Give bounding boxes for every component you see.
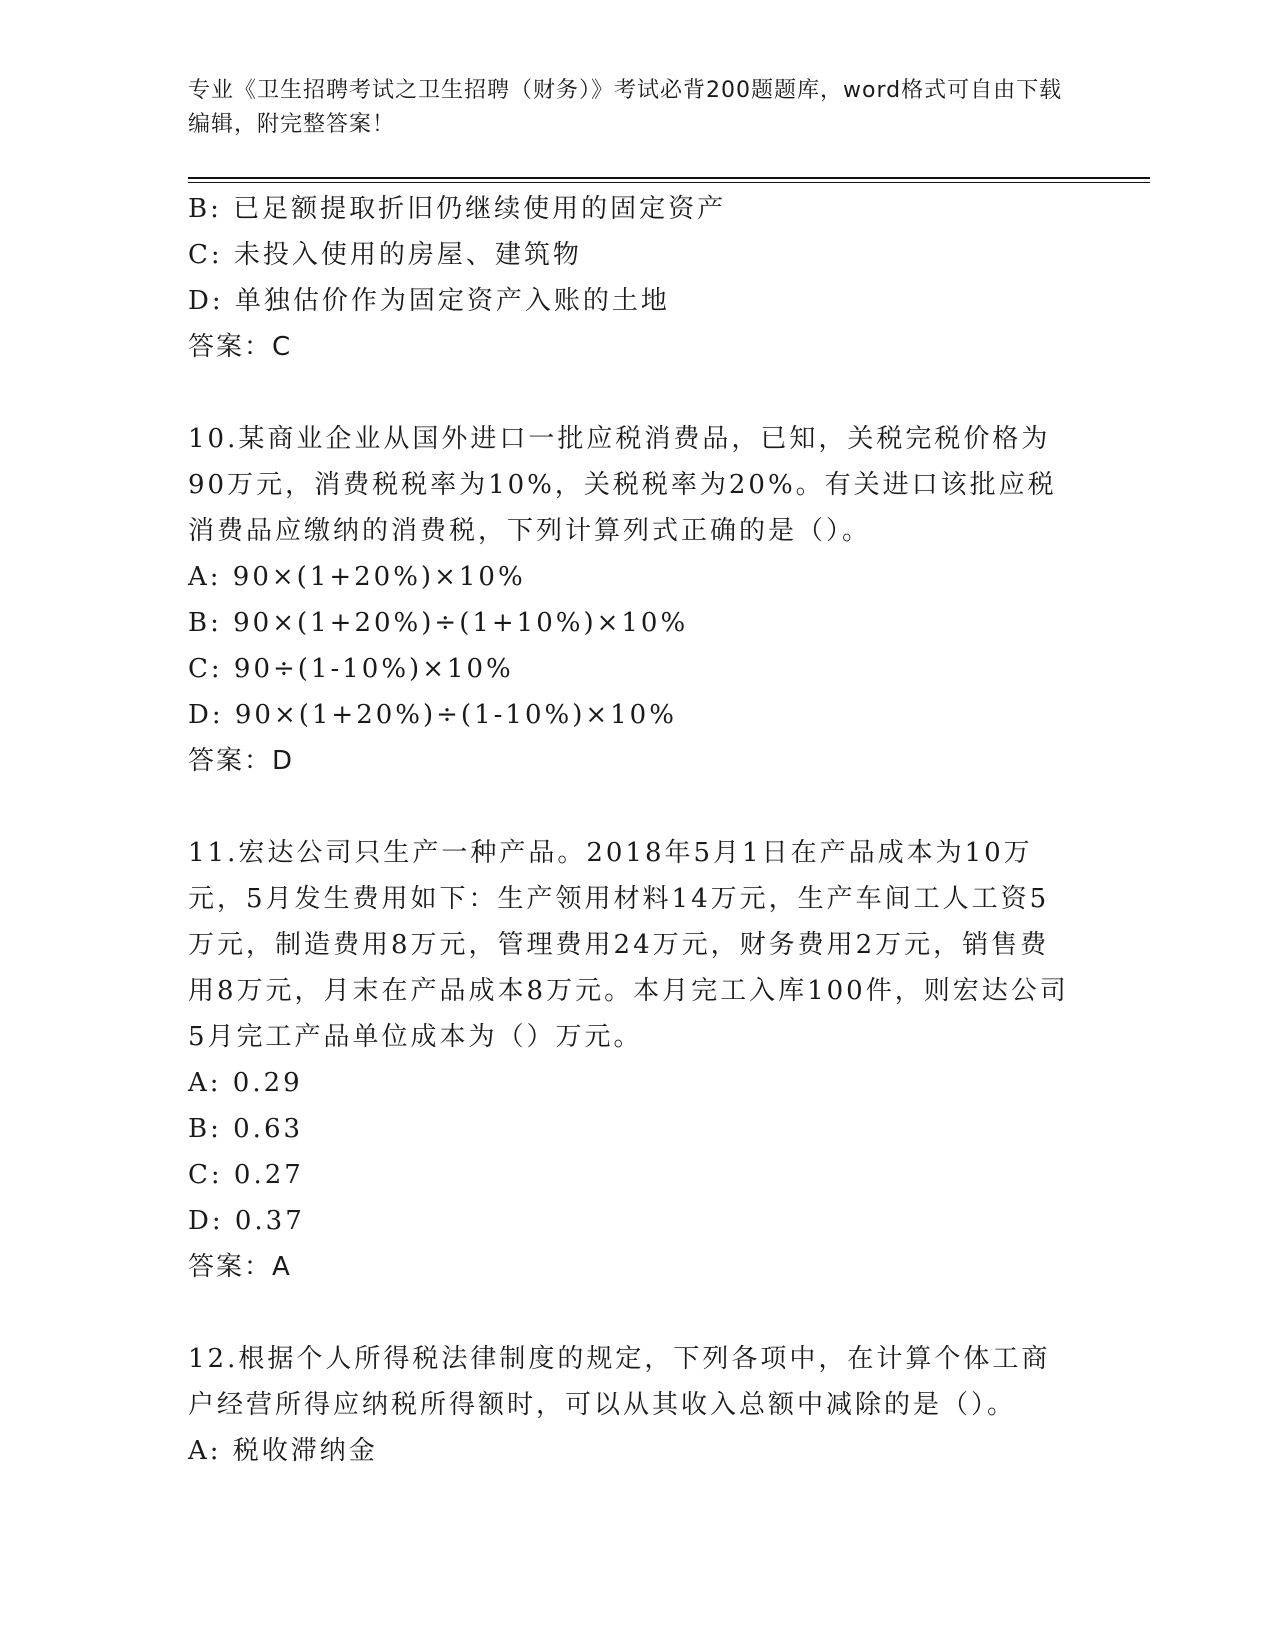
answer-line: 答案：D <box>188 746 295 776</box>
option-d: D: 90×(1+20%)÷(1-10%)×10% <box>188 700 677 730</box>
question-12-stem: 12.根据个人所得税法律制度的规定，下列各项中，在计算个体工商户经营所得应纳税所得额时，可以从其收入总额中减除的是（）。 <box>188 1344 1051 1420</box>
option-a: A: 90×(1+20%)×10% <box>188 562 526 592</box>
header-rule-thin <box>188 182 1150 183</box>
spacer <box>188 370 1088 416</box>
spacer <box>188 784 1088 830</box>
document-header: 专业《卫生招聘考试之卫生招聘（财务）》考试必背200题题库，word格式可自由下载编辑，附完整答案！ <box>188 78 1063 137</box>
document-body <box>188 186 1088 1474</box>
option-d: D: 单独估价作为固定资产入账的土地 <box>188 286 670 316</box>
question-12-block <box>188 1336 1088 1474</box>
prev-question-block <box>188 186 1088 370</box>
question-11-stem: 11.宏达公司只生产一种产品。2018年5月1日在产品成本为10万元，5月发生费用如下：生产领用材料14万元，生产车间工人工资5万元，制造费用8万元，管理费用24万元，财务费用2万元，销售费用8万元，月末在产品成本8万元。本月完工入库100件，则宏达公司5月完工产品单位成本为（）万元。 <box>188 838 1069 1052</box>
option-b: B: 已足额提取折旧仍继续使用的固定资产 <box>188 194 727 224</box>
option-a: A: 税收滞纳金 <box>188 1436 378 1466</box>
question-10-block <box>188 416 1088 784</box>
option-c: C: 未投入使用的房屋、建筑物 <box>188 240 582 270</box>
option-c: C: 90÷(1-10%)×10% <box>188 654 514 684</box>
answer-line: 答案：A <box>188 1252 292 1282</box>
spacer <box>188 1290 1088 1336</box>
option-a: A: 0.29 <box>188 1068 303 1098</box>
option-c: C: 0.27 <box>188 1160 304 1190</box>
option-b: B: 90×(1+20%)÷(1+10%)×10% <box>188 608 689 638</box>
question-10-stem: 10.某商业企业从国外进口一批应税消费品，已知，关税完税价格为90万元，消费税税率为10%，关税税率为20%。有关进口该批应税消费品应缴纳的消费税，下列计算列式正确的是（）。 <box>188 424 1057 546</box>
option-d: D: 0.37 <box>188 1206 305 1236</box>
header-rule-thick <box>188 177 1150 179</box>
answer-line: 答案：C <box>188 332 293 362</box>
question-11-block <box>188 830 1088 1290</box>
option-b: B: 0.63 <box>188 1114 304 1144</box>
